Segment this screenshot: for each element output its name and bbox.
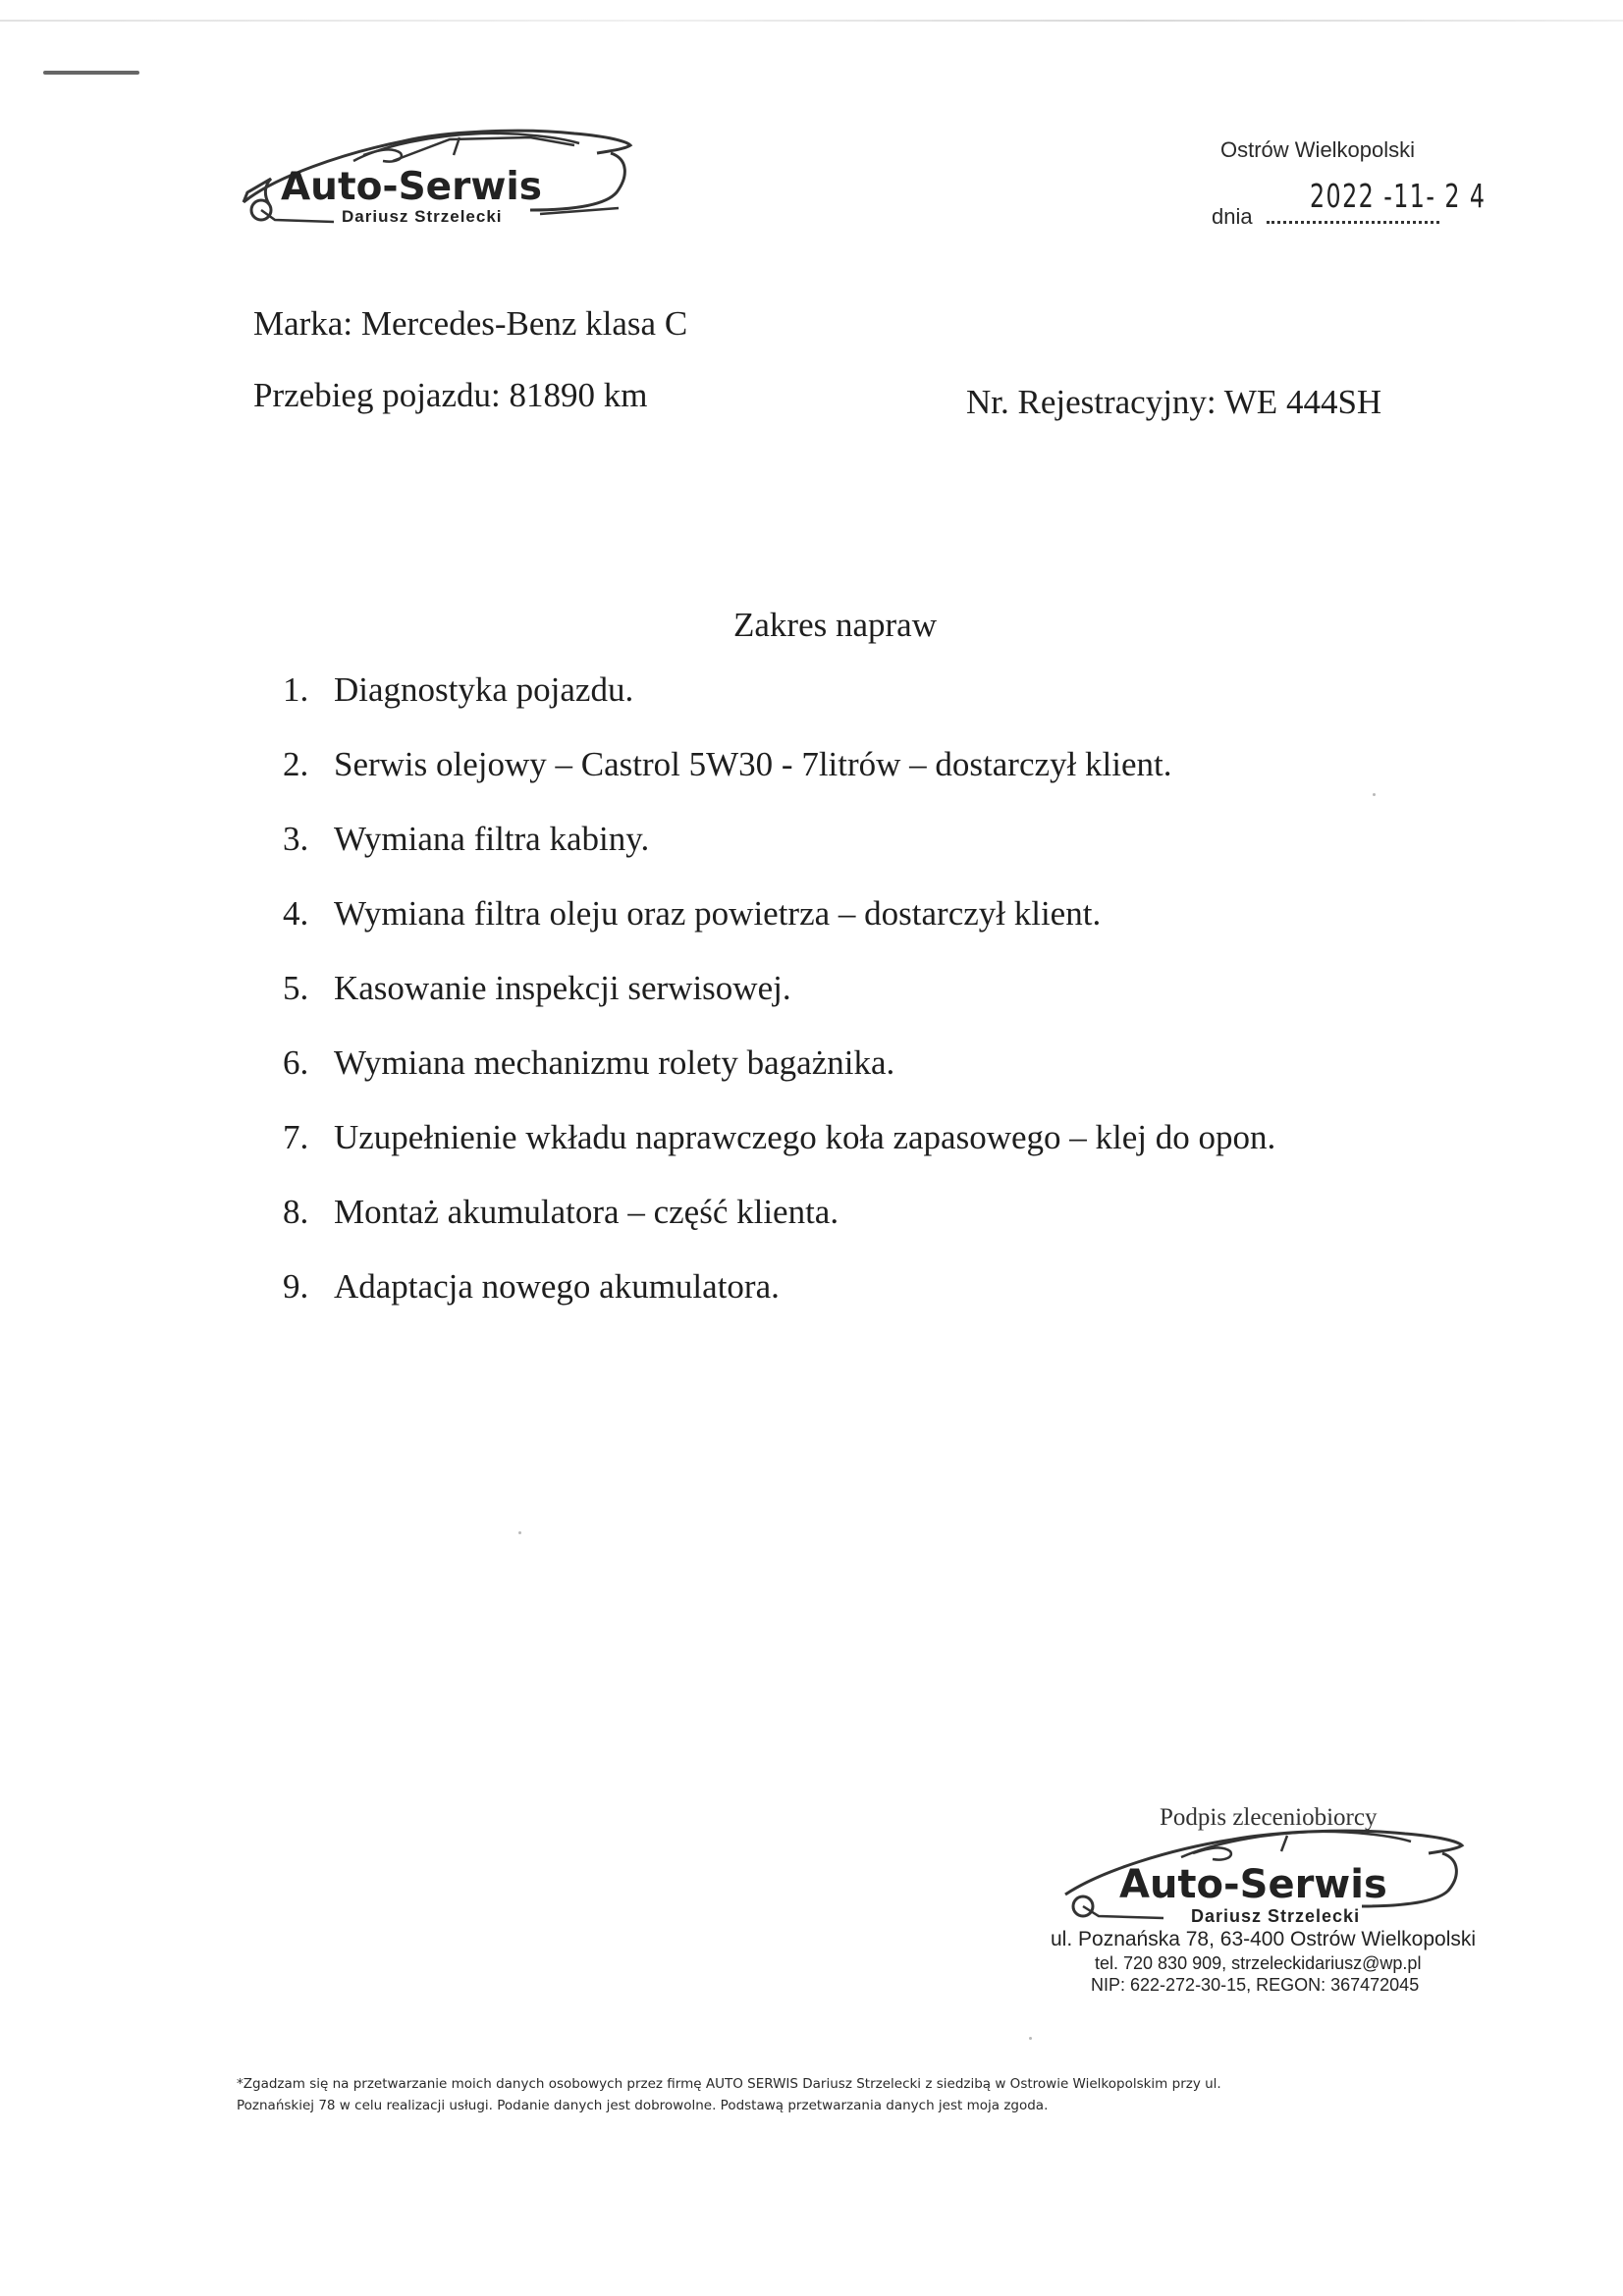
repair-item-text: Serwis olejowy – Castrol 5W30 - 7litrów – dostarczył klient. [334, 745, 1172, 783]
date-label: dnia [1212, 204, 1253, 229]
repairs-list [283, 670, 1275, 1342]
repair-item-number: 7. [283, 1118, 309, 1156]
consent-line: *Zgadzam się na przetwarzanie moich danych osobowych przez firmę AUTO SERWIS Dariusz Strzelecki z siedzibą w Ostrowie Wielkopolskim przy ul. [237, 2076, 1221, 2092]
repair-item-number: 4. [283, 894, 309, 933]
repair-item-text: Wymiana mechanizmu rolety bagażnika. [334, 1043, 895, 1082]
repair-item-number: 1. [283, 670, 309, 709]
scan-speck [518, 1531, 521, 1534]
scan-edge-line [0, 20, 1623, 22]
repair-item [283, 670, 1275, 745]
stamp-owner-name: Dariusz Strzelecki [1191, 1906, 1361, 1926]
repair-item-text: Wymiana filtra oleju oraz powietrza – dostarczył klient. [334, 894, 1102, 933]
vehicle-brand: Marka: Mercedes-Benz klasa C [253, 304, 688, 343]
logo-owner-name: Dariusz Strzelecki [342, 207, 503, 226]
repair-item-text: Kasowanie inspekcji serwisowej. [334, 969, 791, 1007]
date-dotted-line [1267, 221, 1439, 224]
repair-item-text: Wymiana filtra kabiny. [334, 820, 650, 858]
stamp-contact: tel. 720 830 909, strzeleckidariusz@wp.pl [1095, 1953, 1422, 1973]
repair-item-number: 5. [283, 969, 309, 1007]
repair-item-text: Diagnostyka pojazdu. [334, 670, 634, 709]
repair-item-number: 2. [283, 745, 309, 783]
stamp-company-name: Auto-Serwis [1119, 1862, 1387, 1907]
repair-item [283, 745, 1275, 820]
company-logo [236, 116, 633, 229]
vehicle-mileage: Przebieg pojazdu: 81890 km [253, 376, 648, 414]
repair-item [283, 1118, 1275, 1193]
repair-item [283, 1043, 1275, 1118]
company-stamp [1051, 1816, 1497, 2002]
stamp-address: ul. Poznańska 78, 63-400 Ostrów Wielkopolski [1051, 1928, 1477, 1950]
repair-item [283, 969, 1275, 1043]
repair-item [283, 1267, 1275, 1342]
logo-company-name: Auto-Serwis [281, 165, 542, 209]
repair-item-number: 3. [283, 820, 309, 858]
repair-item-number: 9. [283, 1267, 309, 1306]
consent-line: Poznańskiej 78 w celu realizacji usługi. Podanie danych jest dobrowolne. Podstawą przetwarzania danych jest moja zgoda. [237, 2098, 1049, 2113]
repairs-title: Zakres napraw [733, 606, 937, 644]
repair-item-text: Uzupełnienie wkładu naprawczego koła zapasowego – klej do opon. [334, 1118, 1276, 1156]
repair-item-number: 8. [283, 1193, 309, 1231]
repair-item [283, 1193, 1275, 1267]
scan-speck [1029, 2037, 1032, 2040]
data-processing-consent [237, 2073, 1395, 2116]
stamp-tax-ids: NIP: 622-272-30-15, REGON: 367472045 [1091, 1975, 1420, 1995]
repair-item [283, 894, 1275, 969]
repair-item [283, 820, 1275, 894]
repair-item-text: Adaptacja nowego akumulatora. [334, 1267, 780, 1306]
scan-mark [43, 71, 139, 75]
place-of-issue: Ostrów Wielkopolski [1220, 137, 1416, 162]
signature-label: Podpis zleceniobiorcy [1160, 1804, 1378, 1831]
repair-item-number: 6. [283, 1043, 309, 1082]
handwritten-date: 2022 -11- 2 4 [1310, 177, 1487, 215]
repair-item-text: Montaż akumulatora – część klienta. [334, 1193, 839, 1231]
vehicle-registration: Nr. Rejestracyjny: WE 444SH [966, 383, 1382, 421]
scan-speck [1373, 793, 1376, 796]
